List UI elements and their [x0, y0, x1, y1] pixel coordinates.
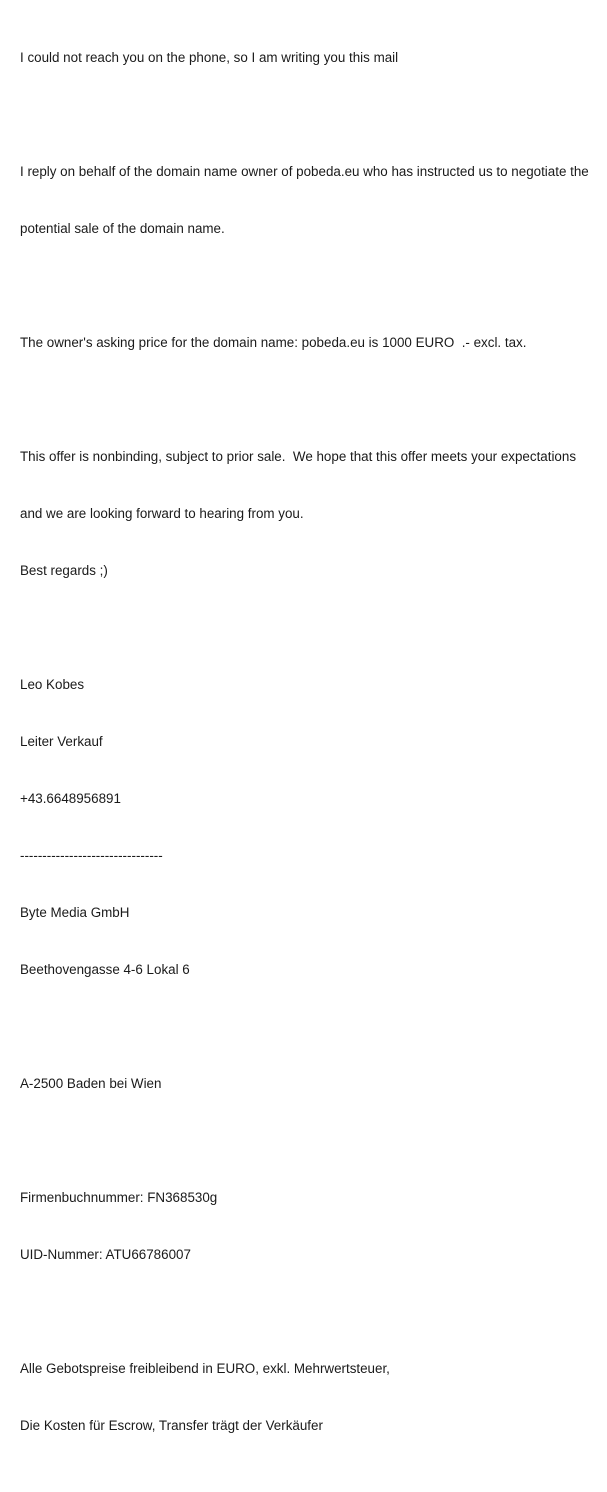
intro-text: I could not reach you on the phone, so I am writing you this mail — [20, 50, 399, 65]
sender-title: Leiter Verkauf — [20, 734, 103, 749]
company-vat-number: UID-Nummer: ATU66786007 — [20, 1247, 191, 1262]
sender-phone: +43.6648956891 — [20, 791, 121, 806]
company-street: Beethovengasse 4-6 Lokal 6 — [20, 962, 190, 977]
company-register-number: Firmenbuchnummer: FN368530g — [20, 1190, 218, 1205]
company-city: A-2500 Baden bei Wien — [20, 1076, 162, 1091]
city-paragraph — [20, 1036, 605, 1131]
asking-price-text: The owner's asking price for the domain name: pobeda.eu is 1000 EURO .- excl. tax. — [20, 335, 527, 350]
terms-text-line-1: Alle Gebotspreise freibleibend in EURO, exkl. Mehrwertsteuer, — [20, 1361, 390, 1376]
sender-name: Leo Kobes — [20, 677, 85, 692]
behalf-text-line-1: I reply on behalf of the domain name owner of pobeda.eu who has instructed us to negotiate the — [20, 164, 589, 179]
behalf-text-line-2: potential sale of the domain name. — [20, 221, 225, 236]
offer-text-line-2: and we are looking forward to hearing from you. — [20, 506, 304, 521]
behalf-paragraph — [20, 124, 605, 276]
intro-paragraph — [20, 10, 605, 105]
closing-text: Best regards ;) — [20, 563, 108, 578]
email-body — [20, 10, 605, 1492]
terms-text-line-2: Die Kosten für Escrow, Transfer trägt der Verkäufer — [20, 1418, 323, 1433]
signature-block — [20, 637, 605, 1017]
company-name: Byte Media GmbH — [20, 905, 130, 920]
offer-text-line-1: This offer is nonbinding, subject to prior sale. We hope that this offer meets your expectations — [20, 449, 577, 464]
signature-divider: -------------------------------- — [20, 848, 163, 863]
offer-paragraph — [20, 409, 605, 618]
terms-paragraph — [20, 1321, 605, 1473]
registration-paragraph — [20, 1150, 605, 1302]
price-paragraph — [20, 295, 605, 390]
